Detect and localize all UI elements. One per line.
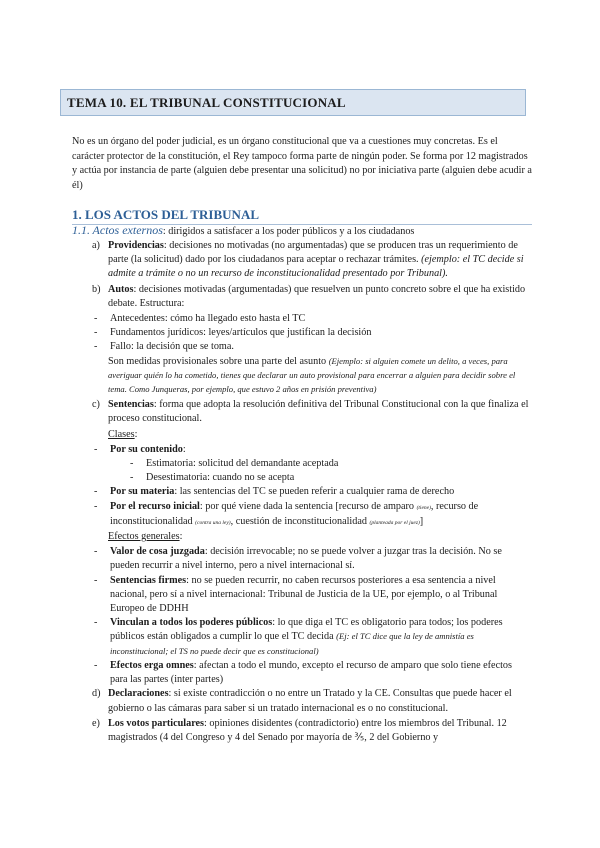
clases-text: Clases bbox=[108, 428, 135, 440]
subsection-heading bbox=[72, 223, 542, 239]
dash-text: Antecedentes: cómo ha llegado esto hasta el TC bbox=[110, 313, 306, 325]
item-text: : opiniones disidentes (contradictorio) entre los miembros del Tribunal. 12 magistrados (4 del Congreso y 4 del Senado por mayoría de ⅗, 2 del Gobierno y bbox=[108, 717, 507, 743]
autos-note bbox=[72, 355, 532, 398]
dash-item bbox=[72, 340, 532, 354]
materia-text: : las sentencias del TC se pueden referir a cualquier rama de derecho bbox=[174, 486, 455, 498]
note-text: Son medidas provisionales sobre una parte del asunto bbox=[108, 355, 329, 367]
dash-item bbox=[72, 312, 532, 326]
vinculan-example: (Ej: el TC dice que la ley de amnistía es inconstitucional; el TS no puede decir que es constitucional) bbox=[110, 631, 474, 656]
item-term: Providencias bbox=[108, 240, 164, 251]
dash-text: Fallo: la decisión que se toma. bbox=[110, 341, 234, 353]
item-letter: d) bbox=[92, 688, 101, 700]
dash-bullet: - bbox=[130, 458, 134, 470]
content bbox=[72, 239, 532, 746]
item-term: Sentencias bbox=[108, 399, 154, 411]
item-term: Autos bbox=[108, 283, 134, 295]
firmes-label: Sentencias firmes bbox=[110, 574, 187, 586]
subsection-title: Actos externos bbox=[92, 223, 163, 237]
recurso-note: (planteada por el juez) bbox=[369, 519, 420, 526]
cosa-label: Valor de cosa juzgada bbox=[110, 546, 205, 558]
intro-paragraph: No es un órgano del poder judicial, es un órgano constitucional que va a cuestiones muy concretas. Es el carácter protector de la constitución, el Rey tampoco forma parte de ningún poder. Se forma por 12 magistrados y actúa por instancia de parte (alguien debe presentar una solicitud) no por iniciativa parte (alguien debe acudir a él) bbox=[72, 136, 532, 191]
dash-bullet: - bbox=[94, 443, 98, 455]
recurso-text: , cuestión de inconstitucionalidad bbox=[230, 515, 370, 527]
dash-bullet: - bbox=[94, 574, 98, 586]
dash-bullet: - bbox=[94, 659, 98, 671]
erga-label: Efectos erga omnes bbox=[110, 659, 194, 671]
item-letter: e) bbox=[92, 717, 100, 729]
item-text: : si existe contradicción o no entre un Tratado y la CE. Consultas que puede hacer el gobierno o las cámaras para saber si un tratado internacional es o no constitucional. bbox=[108, 688, 512, 714]
subsection-rest: : dirigidos a satisfacer a los poder públicos y a los ciudadanos bbox=[162, 226, 415, 237]
clases-label: Clases: bbox=[108, 428, 138, 440]
dash-bullet: - bbox=[94, 546, 98, 558]
item-text: : decisiones motivadas (argumentadas) que resuelven un punto concreto sobre el que ha existido debate. Estructura: bbox=[108, 283, 526, 309]
item-text: : forma que adopta la resolución definitiva del Tribunal Constitucional con la que finaliza el proceso constitucional. bbox=[108, 399, 529, 425]
section-heading: 1. LOS ACTOS DEL TRIBUNAL bbox=[72, 207, 532, 225]
list-item-e bbox=[72, 717, 532, 745]
dash-bullet: - bbox=[94, 327, 98, 339]
dash-item bbox=[72, 485, 532, 499]
dash-bullet: - bbox=[94, 341, 98, 353]
item-term: Declaraciones bbox=[108, 688, 169, 700]
recurso-text: , recurso de inconstitucionalidad bbox=[110, 500, 479, 527]
dash-text: Estimatoria: solicitud del demandante aceptada bbox=[146, 458, 339, 470]
dash-bullet: - bbox=[94, 313, 98, 325]
firmes-text: : no se pueden recurrir, no caben recursos posteriores a esa sentencia a nivel nacional, pero sí a nivel internacional: Tribunal de Justicia de la UE, por ejemplo, o al Tribunal Europeo de DDHH bbox=[110, 574, 498, 615]
dash-item bbox=[72, 326, 532, 340]
list-item-c bbox=[72, 398, 532, 426]
subsection-number: 1.1. bbox=[72, 223, 90, 237]
efectos-label: Efectos generales: bbox=[108, 531, 183, 543]
recurso-text: : por qué viene dada la sentencia [recurso de amparo bbox=[199, 500, 417, 512]
dash-item bbox=[72, 500, 532, 530]
recurso-label: Por el recurso inicial bbox=[110, 500, 200, 512]
recurso-note: (tiene) bbox=[416, 504, 431, 511]
contenido-label: Por su contenido bbox=[110, 443, 183, 455]
dash-sub-item bbox=[72, 471, 532, 485]
note-example: (Ejemplo: si alguien comete un delito, a veces, para averiguar quién lo ha cometido, tienes que declarar un auto provisional para encerrar a alguien para decidir sobre el tema. Como Junqueras, por ejemplo, que estuvo 2 años en prisión preventiva) bbox=[108, 355, 516, 395]
list-item-b bbox=[72, 283, 532, 311]
item-letter: c) bbox=[92, 399, 100, 411]
dash-bullet: - bbox=[94, 500, 98, 512]
dash-bullet: - bbox=[130, 472, 134, 484]
cosa-text: : decisión irrevocable; no se puede volver a juzgar tras la decisión. No se pueden recurrir a nivel interno, pero a nivel internacional sí. bbox=[110, 546, 502, 572]
item-text: : decisiones no motivadas (no argumentadas) que se producen tras un requerimiento de parte (la solicitud) dado por los ciudadanos para aceptar o rechazar trámites. bbox=[108, 240, 518, 266]
list-item-a bbox=[72, 239, 532, 282]
item-letter: a) bbox=[92, 240, 100, 251]
dash-bullet: - bbox=[94, 486, 98, 498]
item-term: Los votos particulares bbox=[108, 717, 205, 729]
efectos-text: Efectos generales bbox=[108, 531, 180, 543]
dash-item bbox=[72, 545, 532, 573]
materia-label: Por su materia bbox=[110, 486, 175, 498]
dash-sub-item bbox=[72, 457, 532, 471]
recurso-note: (contra una ley) bbox=[195, 519, 231, 526]
recurso-end: ] bbox=[419, 515, 424, 527]
dash-item: - Por su contenido: bbox=[72, 443, 532, 457]
title-box bbox=[60, 89, 526, 116]
erga-text: : afectan a todo el mundo, excepto el recurso de amparo que solo tiene efectos para las partes (inter partes) bbox=[110, 659, 512, 686]
dash-bullet: - bbox=[94, 617, 98, 629]
item-letter: b) bbox=[92, 283, 101, 295]
dash-text: Fundamentos jurídicos: leyes/artículos que justifican la decisión bbox=[110, 327, 372, 339]
list-item-d bbox=[72, 687, 532, 715]
page-title: TEMA 10. EL TRIBUNAL CONSTITUCIONAL bbox=[67, 95, 346, 110]
dash-item bbox=[72, 616, 532, 659]
dash-item bbox=[72, 574, 532, 617]
dash-item bbox=[72, 659, 532, 687]
item-example: (ejemplo: el TC decide si admite a trámite o no un recurso de inconstitucionalidad presentado por Tribunal). bbox=[108, 254, 524, 280]
dash-text: Desestimatoria: cuando no se acepta bbox=[146, 472, 295, 484]
vinculan-text: : lo que diga el TC es obligatorio para todos; los poderes públicos están obligados a cumplir lo que el TC decida bbox=[110, 617, 503, 643]
vinculan-label: Vinculan a todos los poderes públicos bbox=[110, 617, 273, 629]
